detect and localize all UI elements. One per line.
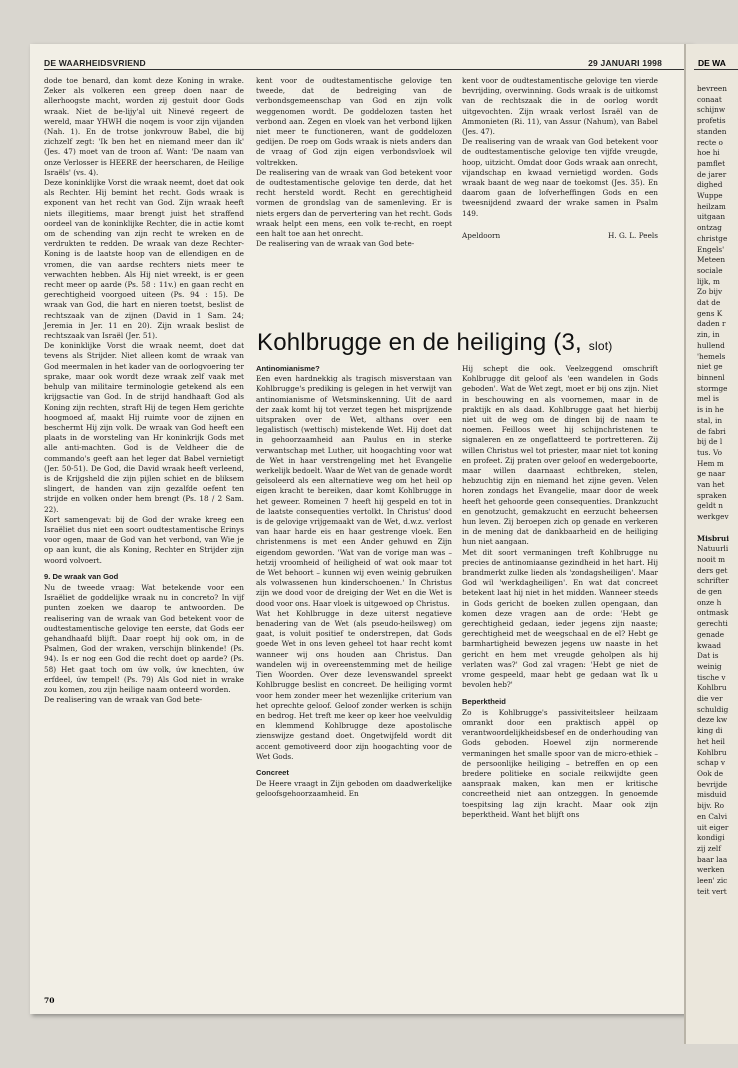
paragraph: Met dit soort vermaningen treft Kohlbrugge nu precies de antinomiaanse gezindheid in het hart. Hij brandmerkt zulke lieden als 'zondagsheiligen'. Maar God wil 'werkdagheiligen'. En wat dat concreet betekent laat hij niet in het midden. Wanneer steeds in Gods gericht de boeken zullen opengaan, dan komen deze vragen aan de orde: 'Hebt ge gerechtigheid gedaan, ieder jegens zijn naaste; gerechtigheid met de weegschaal en de el? Hebt ge barmhartigheid bewezen jegens uw naaste in het gericht en hem met vreugde geholpen als hij verlaten was?' God zal vragen: 'Hebt ge niet de vrome gespeeld, maar hebt ge gedaan wat Ik u bevolen heb?' [462, 547, 658, 690]
section-heading: 9. De wraak van God [44, 571, 119, 581]
facing-page-line: Meteen [697, 255, 726, 265]
paragraph: De realisering van de wraak van God bete- [44, 695, 203, 705]
facing-page-line [697, 523, 729, 534]
facing-page-line: 'hemels [697, 351, 726, 361]
facing-page-line: Dat is [697, 651, 719, 661]
running-header-date: 29 JANUARI 1998 [588, 58, 662, 68]
facing-page-line: uitgaan [697, 212, 726, 222]
facing-page-line: profetis [697, 116, 726, 126]
facing-page-line: is in he [697, 405, 724, 415]
column-3-top [462, 76, 658, 241]
paragraph: Kort samengevat: bij de God der wrake kreeg een Israëliet dus niet een soort oudtestamentische Erinys voor ogen, maar de God van het verbond, van Wie je op aan kunt, die als Koning, Rechter en Strijder zijn woord volvoert. [44, 514, 244, 565]
header-rule [44, 69, 684, 70]
facing-page-line: teit vert [697, 886, 727, 896]
facing-page-line: bevrijde [697, 779, 728, 789]
facing-page-line: werken [697, 865, 725, 875]
facing-page-line: onze h [697, 597, 722, 607]
magazine-page [30, 44, 692, 1014]
facing-page-line: nooit m [697, 554, 725, 564]
facing-page-line: zij zelf [697, 843, 721, 853]
paragraph: De Heere vraagt in Zijn geboden om daadwerkelijke geloofsgehoorzaamheid. En [256, 779, 452, 799]
signature [462, 231, 658, 241]
facing-page-line: Engels' [697, 244, 725, 254]
column-2-top [256, 76, 452, 249]
facing-page-line: binnenl [697, 372, 725, 382]
facing-page-line: kwaad [697, 640, 722, 650]
facing-page-line: spraken [697, 490, 727, 500]
facing-page-line: de fabri [697, 426, 726, 436]
article-title [257, 329, 612, 357]
facing-page-line: schijnw [697, 105, 726, 115]
facing-page-line: christge [697, 233, 728, 243]
facing-page-line: conaat [697, 94, 722, 104]
facing-page-text [697, 84, 729, 897]
article-title-main: Kohlbrugge en de heiliging (3, [257, 329, 582, 356]
facing-page-line: geldt n [697, 501, 723, 511]
section-heading: Beperktheid [462, 696, 506, 706]
column-1 [44, 76, 244, 705]
facing-page-line: Hem m [697, 458, 724, 468]
facing-page-line: pamflet [697, 158, 726, 168]
facing-page-line: die ver [697, 694, 723, 704]
facing-page-line: tische v [697, 672, 726, 682]
facing-page-line: werkgev [697, 512, 729, 522]
paragraph: Wat het Kohlbrugge in deze uiterst negatieve benadering van de Wet (als pseudo-heilsweg) om gaat, is voluit positief te onderstrepen, dat Gods goede Wet in ons leven geheel tot haar recht komt wanneer wij ons houden aan Christus. Dan wandelen wij in overeenstemming met de heilige Tien Woorden. Over deze levenswandel spreekt Kohlbrugge beslist en concreet. De heiliging vormt voor hem zonder meer het wezenlijke criterium van het oprechte geloof. Geloof zonder werken is schijn en bedrog. Het treft me keer op keer hoe veelvuldig en klemmend Kohlbrugge deze apostolische zienswijze gestand doet. Ongetwijfeld wordt dit accent gemotiveerd door zijn hoogachting voor de Wet Gods. [256, 608, 452, 761]
facing-page-line: daden r [697, 319, 726, 329]
facing-page-line: Wuppe [697, 191, 723, 201]
facing-page-line: niet ge [697, 362, 723, 372]
paragraph: De koninklijke Vorst die wraak neemt, doet dat tevens als Strijder. Niet alleen komt de wraak van God meermalen in het kader van de oorlogvoering ter sprake, maar ook wordt deze wraak zelf vaak met behulp van militaire terminologie getekend als een krijgsactie van God. In de strijd handhaaft God als Koning zijn rechten, straft Hij de tegen Hem gerichte hoogmoed af, maakt Hij ruimte voor de zijnen en beschermt Hij zijn volk. De wraak van God heeft een plaats in de worsteling van Hr koninkrijk Gods met alle anti-machten. God is de Veldheer die de commando's geeft aan het leger dat Babel vernietigt (Jer. 50-51). De God, die David wraak heeft verleend, is de Krijgsheld die zijn pijlen schiet en de bliksem slingert, de handen van zijn gezalfde oefent ten strijde en volken onder hem brengt (Ps. 18 / 2 Sam. 22). [44, 341, 244, 514]
section-heading: Antinomianisme? [256, 364, 320, 373]
facing-page-line: Kohlbru [697, 683, 727, 693]
facing-page-line: stormge [697, 383, 728, 393]
facing-page-line: dighed [697, 180, 723, 190]
facing-page-line: baar laa [697, 854, 728, 864]
paragraph: kent voor de oudtestamentische gelovige ten tweede, dat de bedreiging van de verbondsgemeenschap van God en zijn volk weggenomen wordt. De goddelozen tasten het verbond aan. Zegen en vloek van het verbond lijken niet meer te functioneren, want de goddelozen gedijen. De roep om Gods wraak is niets anders dan de vraag of God zijn eigen verbondsvloek wil voltrekken. [256, 76, 452, 167]
facing-page-line: bijv. Ro [697, 801, 725, 811]
section-heading: Concreet [256, 767, 289, 777]
paragraph: dode toe benard, dan komt deze Koning in wrake. Zeker als volkeren een greep doen naar de allerhoogste macht, worden zij gestuit door Gods wraak. Niet de be-lijy'al uit Ninevé regeert de wereld, maar YHWH die noqem is voor zijn vijanden (Nah. 1). En de trotse jonkvrouw Babel, die bij zichzelf zegt: 'Ik ben het en niemand meer dan ik' (Jes. 47) moet van de troon af. Want: 'De naam van onze Verlosser is HEERE der heerscharen, de Heilige Israëls' (vs. 4). [44, 76, 244, 177]
paragraph: De realisering van de wraak van God betekent voor de oudtestamentische gelovige ten vijfde vreugde, hoop, uitzicht. Omdat door Gods wraak aan onrecht, vijandschap en kwaad vernietigd worden. Gods wraak baant de weg naar de toekomst (Jes. 35). En daarom gaan de lofverheffingen Gods en een tweesnijdend zwaard der wrake samen in Psalm 149. [462, 137, 658, 218]
facing-page-line: Kohlbru [697, 747, 727, 757]
facing-page-line: ontzag [697, 223, 722, 233]
paragraph: De realisering van de wraak van God bete- [256, 239, 415, 249]
facing-page-line: gens K [697, 308, 723, 318]
facing-page-line: zin, in [697, 330, 720, 340]
paragraph: Hij schept die ook. Veelzeggend omschrift Kohlbrugge dit geloof als 'een wandelen in Gods geboden'. Wat de Wet zegt, moet er bij ons zijn. Niet in beschouwing en als voornemen, maar in de praktijk en als daad. Kohlbrugge gaat het hierbij niet uit de weg om de dingen bij de naam te noemen. Feilloos weet hij schijnchristenen te signaleren en ze ongeflatteerd te portretteren. Zij willen Christus wel tot priester, maar niet tot koning en profeet. Zij praten over geloof en wedergeboorte, maar willen daarnaast echtbreken, stelen, hebzuchtig zijn en niemand het zijne geven. Velen horen zondags het Evangelie, maar door de week heeft het gehoorde geen consequenties. Drankzucht en genotzucht, gemakzucht en eerzucht beheersen hun leven. Zij beroepen zich op genade en verkeren in de mening dat de dankbaarheid en de heiliging hun niet aangaan. [462, 364, 658, 547]
facing-page-line: kondigi [697, 833, 725, 843]
facing-page-line: stal, in [697, 415, 723, 425]
facing-page-line: ontmask [697, 608, 729, 618]
facing-page-line: van het [697, 480, 725, 490]
facing-page-line: deze kw [697, 715, 728, 725]
facing-page-line: hoe hi [697, 148, 720, 158]
paragraph: Deze koninklijke Vorst die wraak neemt, doet dat ook als Rechter. Hij bemint het recht. Gods wraak is exponent van het recht van God. Zijn wraak heeft niets illegitiems, maar brengt juist het straffend oordeel van de koninklijke Rechter, die in actie komt om de schending van zijn recht te wreken en de verdrukten te redden. De wraak van deze Rechter-Koning is de laatste hoop van de ellendigen en de vromen, die van aardse rechters niets meer te verwachten hebben. Als Hij niet wreekt, is er geen recht meer op aarde (Ps. 58 : 11v.) en gaan recht en gerechtigheid voorgoed uiteen (Ps. 94 : 15). De wraak van God, die hart en nieren toetst, beslist de rechtszaak van de zijnen (David in 1 Sam. 24; Jeremia in Jer. 11 en 20). Zijn wraak beslist de rechtszaak van Israël (Jer. 51). [44, 178, 244, 341]
facing-page-line: uit eiger [697, 822, 729, 832]
facing-page-line: ge naar [697, 469, 726, 479]
facing-page-line: Natuurli [697, 544, 729, 554]
facing-page-line: schap v [697, 758, 725, 768]
facing-page-rule [694, 69, 738, 70]
paragraph: Nu de tweede vraag: Wat betekende voor een Israëliet de goddelijke wraak nu in concreto? In vijf punten zoeken we daarop te antwoorden. De realisering van de wraak van God betekent voor de oudtestamentische gelovige ten eerste, dat Gods eer gehandhaafd blijft. Daar roept hij ook om, in de Psalmen, God der wraken, verschijn blinkende! (Ps. 94). Is er nog een God die recht doet op aarde? (Ps. 58) Het gaat toch om úw volk, úw knechten, úw erfdeel, úw tempel! (Ps. 79) Als God niet in wrake zou komen, zou zijn heilige naam onteerd worden. [44, 582, 244, 694]
column-2-bottom [256, 364, 452, 800]
facing-page-line: gerechti [697, 619, 728, 629]
facing-page-line: tus. Vo [697, 447, 723, 457]
paragraph: De realisering van de wraak van God betekent voor de oudtestamentische gelovige ten derde, dat het recht hersteld wordt. Recht en gerechtigheid vormen de grondslag van de samenleving. Er is niets ergers dan de pervertering van het recht. Gods wraak helpt een mens, een volk te-recht, en roept een halt toe aan het onrecht. [256, 167, 452, 239]
facing-page-line: leen' zic [697, 876, 728, 886]
facing-page-line: misduid [697, 790, 727, 800]
facing-page-line: lijk, m [697, 276, 720, 286]
facing-page-line: bevreen [697, 84, 727, 93]
facing-page-line: dat de [697, 298, 721, 308]
article-title-suffix: slot) [588, 339, 613, 353]
facing-page-line: Zo bijv [697, 287, 723, 297]
facing-page-line: bij de l [697, 437, 723, 447]
facing-page-line: het heil [697, 736, 725, 746]
facing-page-line: hullend [697, 340, 725, 350]
facing-page-line: ders get [697, 565, 728, 575]
facing-page-line: standen [697, 126, 727, 136]
page-number: 70 [44, 996, 55, 1005]
paragraph: Zo is Kohlbrugge's passiviteitsleer heilzaam omrankt door een praktisch appèl op verantwoordelijkheidsbesef en de onderhouding van Gods geboden. Hoewel zijn normerende vermaningen het smalle spoor van de micro-ethiek – de persoonlijke heiliging – betreffen en op een bredere politieke en sociale reikwijdte geen aanspraak maken, kan men er kritische concreetheid niet aan ontzeggen. In genoemde toespitsing lag zijn kracht. Maar ook zijn beperktheid. Want het blijft ons [462, 707, 658, 819]
facing-page-line: de gen [697, 587, 722, 597]
facing-page-line: schuldig [697, 704, 729, 714]
facing-page [684, 44, 738, 1044]
facing-page-line: en Calvi [697, 811, 728, 821]
facing-page-header: DE WA [698, 58, 726, 68]
facing-page-line: Misbrui [697, 533, 729, 543]
facing-page-line: heilzam [697, 201, 726, 211]
signature-author: H. G. L. Peels [608, 230, 658, 240]
facing-page-line: mel is [697, 394, 719, 404]
facing-page-line: recte o [697, 137, 723, 147]
paragraph: kent voor de oudtestamentische gelovige ten vierde bevrijding, overwinning. Gods wraak is de uitkomst van de rechtszaak die in de oorlog wordt uitgevochten. Zijn wraak verlost Israël van de Ammonieten (Ri. 11), van Assur (Nahum), van Babel (Jes. 47). [462, 76, 658, 137]
facing-page-line: de jarer [697, 169, 727, 179]
facing-page-line: sociale [697, 265, 723, 275]
signature-place: Apeldoorn [462, 230, 501, 240]
facing-page-line: king di [697, 726, 723, 736]
facing-page-line: genade [697, 629, 725, 639]
column-3-bottom [462, 364, 658, 820]
running-header-left: DE WAARHEIDSVRIEND [44, 58, 146, 68]
paragraph: Een even hardnekkig als tragisch misverstaan van Kohlbrugge's prediking is gelegen in het verwijt van antinomianisme of Wetsminskenning. Uit de aard der zaak komt hij tot verzet tegen het misprijzende uitspraken over de Wet, althans over een legalistisch (wettisch) mistekende Wet. Hij doet dat in gehoorzaamheid aan Paulus en in sterke verwantschap met Luther, uit hoogachting voor wat de Wet in haar verstrengeling met het Evangelie werkelijk bedoelt. Waar de Wet van de genade wordt geïsoleerd als een alternatieve weg om het heil op eigen kracht te bereiken, daar komt Kohlbrugge in het geweer. Romeinen 7 heeft hij gespeld en tot in de laatste consequenties vertolkt. In Christus' dood is de gelovige vrijgemaakt van de Wet, d.w.z. verlost van haar harde eis en haar gestrenge vloek. Een christenmens is met een Ander gehuwd en Zijn eigendom geworden. 'Wat van de vorige man was – hetzij vroomheid of heiligheid of wat ook maar tot de Wet behoort – kunnen wij even weinig gebruiken als volwassenen hun kinderschoenen.' In Christus zijn we dood voor de dreiging der Wet en die Wet is dood voor ons. Haar vloek is uitgewoed op Christus. [256, 374, 452, 608]
facing-page-line: schrifter [697, 576, 729, 586]
facing-page-line: Ook de [697, 769, 724, 778]
facing-page-line: weinig [697, 661, 722, 671]
